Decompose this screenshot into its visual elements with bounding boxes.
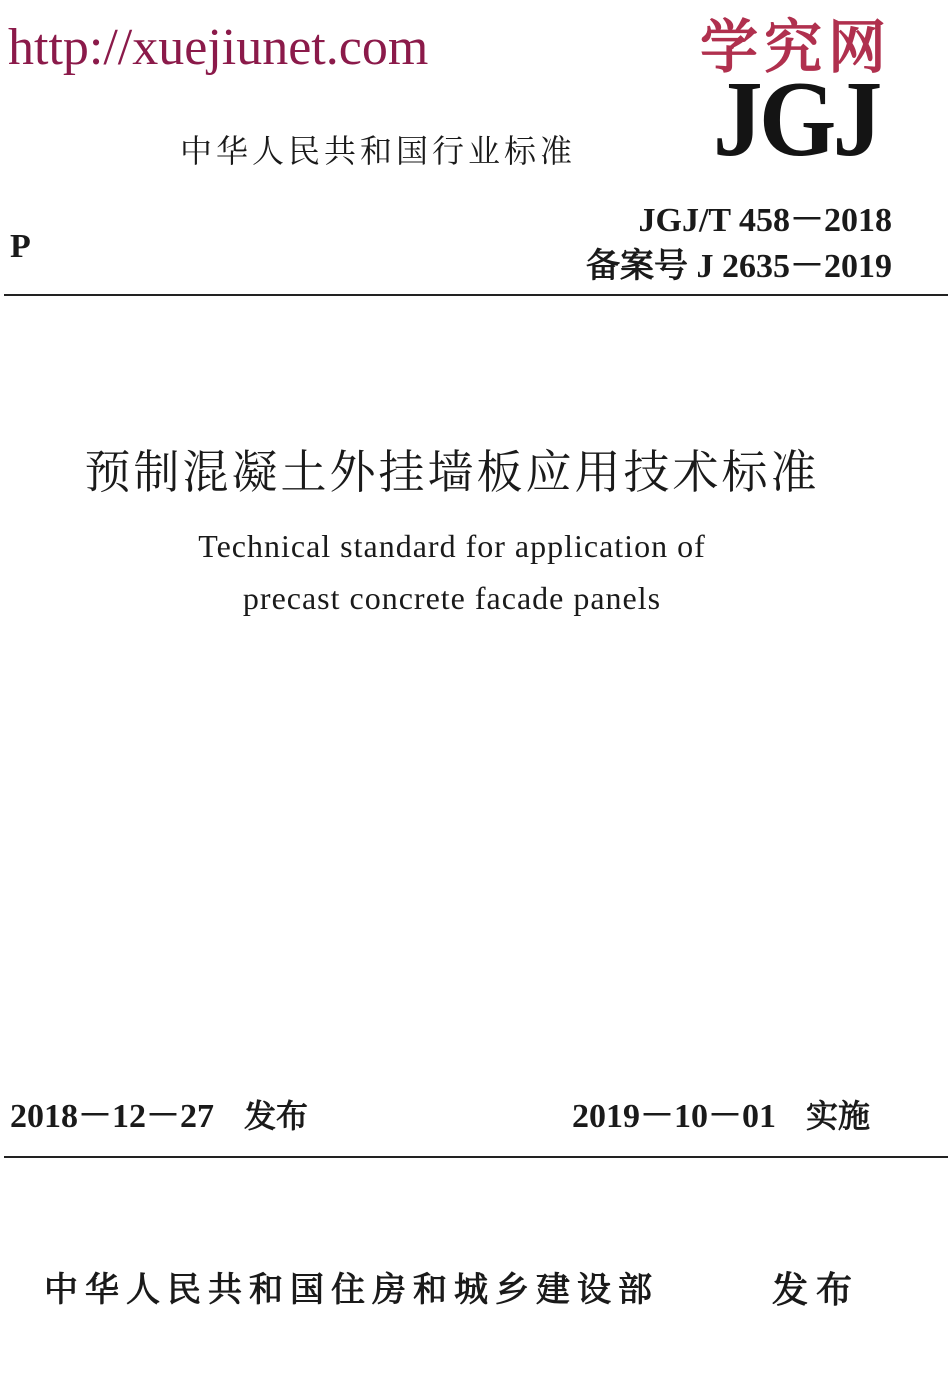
issue-date-block: [10, 1088, 308, 1137]
effective-date-block: [572, 1088, 870, 1137]
effective-label: 实施: [806, 1097, 871, 1135]
issue-date: 2018－12－27: [10, 1098, 214, 1135]
industry-standard-heading: 中华人民共和国行业标准: [180, 132, 577, 170]
effective-date: 2019－10－01: [572, 1098, 776, 1135]
record-number: 备案号 J 2635－2019: [586, 248, 892, 285]
title-chinese: 预制混凝土外挂墙板应用技术标准: [84, 445, 820, 499]
issue-label: 发布: [244, 1097, 309, 1135]
classification-code: P: [10, 228, 31, 265]
jgj-logo: JGJ: [713, 60, 879, 179]
publisher: 中华人民共和国住房和城乡建设部: [44, 1270, 659, 1310]
publisher-action: 发布: [772, 1270, 861, 1311]
standard-number: JGJ/T 458－2018: [638, 202, 892, 239]
watermark-name: 学究网: [700, 13, 893, 81]
footer-divider: [4, 1156, 948, 1158]
watermark-url: http://xuejiunet.com: [8, 19, 429, 76]
title-english-line2: precast concrete facade panels: [242, 580, 662, 616]
header-divider: [4, 294, 948, 296]
title-english-line1: Technical standard for application of: [198, 528, 706, 564]
